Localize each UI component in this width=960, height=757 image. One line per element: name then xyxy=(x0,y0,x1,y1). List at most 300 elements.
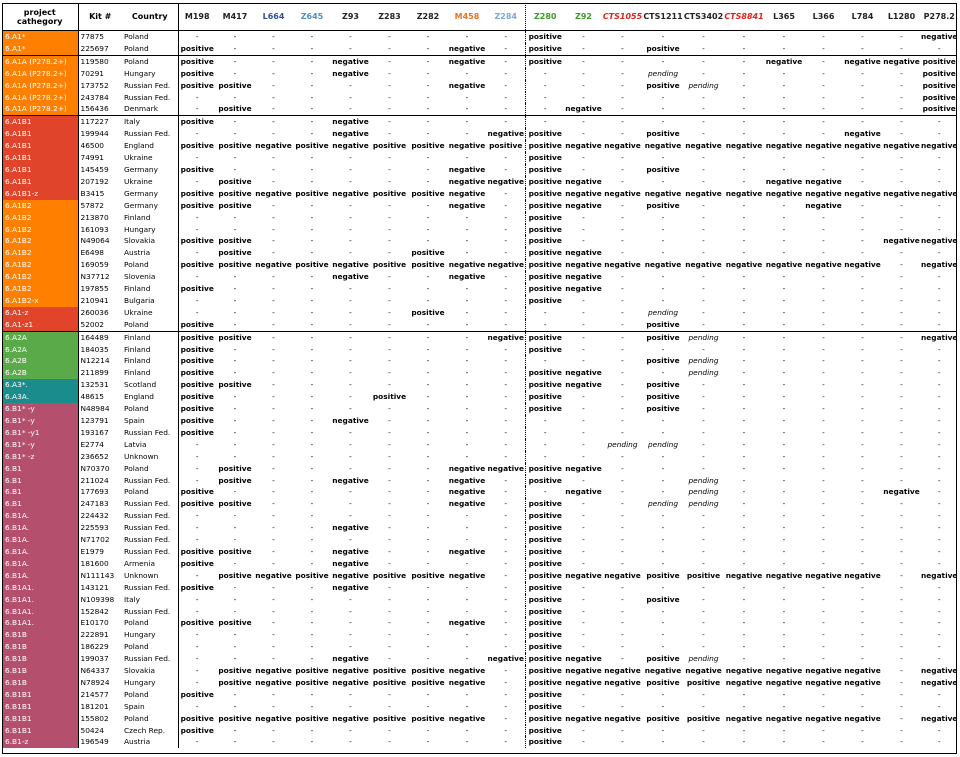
kit-cell: 247183 xyxy=(78,498,122,510)
result-cell: - xyxy=(782,404,786,414)
header-marker-z284: Z284 xyxy=(487,3,525,31)
result-cell: - xyxy=(426,523,430,533)
result-cell: - xyxy=(465,153,469,163)
result-cell: - xyxy=(178,247,216,259)
result-cell: - xyxy=(349,80,352,90)
result-cell: negative xyxy=(921,188,958,198)
result-cell: - xyxy=(504,344,508,354)
result-cell: - xyxy=(782,200,786,210)
result-cell: - xyxy=(822,725,825,735)
result-cell: - xyxy=(426,451,430,461)
result-cell: - xyxy=(272,248,275,258)
result-cell: - xyxy=(782,689,786,699)
result-cell: - xyxy=(702,606,705,616)
result-cell: negative xyxy=(332,475,369,485)
result-cell: - xyxy=(900,272,903,282)
result-cell: - xyxy=(233,153,237,163)
result-cell: positive xyxy=(218,176,252,186)
result-cell: negative xyxy=(332,188,369,198)
result-cell: - xyxy=(822,546,825,556)
result-cell: - xyxy=(349,212,352,222)
result-cell: - xyxy=(272,511,275,521)
table-row xyxy=(2,558,957,570)
result-cell: - xyxy=(822,487,825,497)
result-cell: - xyxy=(233,272,237,282)
result-cell: positive xyxy=(178,725,216,737)
result-cell: - xyxy=(702,618,705,628)
result-cell: negative xyxy=(487,129,524,139)
result-cell: - xyxy=(621,487,624,497)
table-row xyxy=(2,689,957,701)
result-cell: - xyxy=(900,43,903,53)
result-cell: - xyxy=(900,212,903,222)
category-cell: 6.A1B2 xyxy=(2,224,78,236)
result-cell: negative xyxy=(604,570,641,580)
kit-cell: 199037 xyxy=(78,653,122,665)
result-cell: - xyxy=(504,200,508,210)
result-cell: - xyxy=(742,535,746,545)
kit-cell: 119580 xyxy=(78,55,122,67)
result-cell: positive xyxy=(178,140,216,152)
result-cell: negative xyxy=(565,713,602,723)
result-cell: negative xyxy=(448,487,486,497)
country-cell: Russian Fed. xyxy=(124,535,171,545)
result-cell: - xyxy=(504,307,508,317)
result-cell: - xyxy=(822,594,825,604)
result-cell: negative xyxy=(332,666,369,676)
kit-cell: N70370 xyxy=(78,463,122,475)
category-cell: 6.A1B1 xyxy=(2,176,78,188)
result-cell: - xyxy=(661,558,665,568)
result-cell: - xyxy=(388,737,391,747)
result-cell: positive xyxy=(178,80,216,92)
result-cell: - xyxy=(861,737,864,747)
kit-cell: 143121 xyxy=(78,582,122,594)
result-cell: positive xyxy=(178,546,216,558)
kit-cell: 145459 xyxy=(78,164,122,176)
result-cell: positive xyxy=(372,713,407,723)
result-cell: - xyxy=(388,236,391,246)
result-cell: - xyxy=(349,392,352,402)
country-cell: Russian Fed. xyxy=(124,129,171,139)
result-cell: positive xyxy=(178,379,216,391)
result-cell: negative xyxy=(448,141,486,151)
result-cell: - xyxy=(621,129,624,139)
kit-cell: 169059 xyxy=(78,259,122,271)
result-cell: negative xyxy=(921,677,958,687)
result-cell: - xyxy=(702,642,705,652)
result-cell: - xyxy=(937,535,941,545)
result-cell: - xyxy=(764,331,804,343)
result-cell: - xyxy=(861,582,864,592)
result-cell: negative xyxy=(332,523,369,533)
result-cell: - xyxy=(465,404,469,414)
result-cell: - xyxy=(349,630,352,640)
result-cell: positive xyxy=(178,582,216,594)
result-cell: - xyxy=(900,594,903,604)
header-marker-p278-2: P278.2 xyxy=(921,3,957,31)
result-cell: - xyxy=(504,92,508,102)
result-cell: negative xyxy=(332,141,369,151)
result-cell: - xyxy=(822,404,825,414)
result-cell: - xyxy=(465,284,469,294)
result-cell: - xyxy=(822,689,825,699)
country-cell: Russian Fed. xyxy=(124,511,171,521)
result-cell: - xyxy=(782,272,786,282)
result-cell: - xyxy=(937,701,941,711)
result-cell: - xyxy=(272,153,275,163)
result-cell: - xyxy=(582,68,585,78)
result-cell: - xyxy=(724,331,764,343)
result-cell: negative xyxy=(844,141,881,151)
result-cell: - xyxy=(582,558,585,568)
result-cell: negative xyxy=(844,129,881,139)
country-cell: Finland xyxy=(122,331,178,343)
result-cell: - xyxy=(742,356,746,366)
result-cell: - xyxy=(388,104,391,114)
category-cell: 6.B1* -y xyxy=(2,415,78,427)
result-cell: - xyxy=(465,344,469,354)
result-cell: - xyxy=(426,487,430,497)
result-cell: - xyxy=(582,295,585,305)
result-cell: - xyxy=(349,439,352,449)
country-cell: Russian Fed. xyxy=(124,523,171,533)
result-cell: - xyxy=(465,416,469,425)
result-cell: - xyxy=(702,511,705,521)
country-cell: Poland xyxy=(124,463,149,473)
result-cell: - xyxy=(310,463,314,473)
result-cell: positive xyxy=(411,307,445,317)
result-cell: - xyxy=(310,451,314,461)
result-cell: - xyxy=(233,701,237,711)
result-cell: pending xyxy=(647,439,679,449)
result-cell: - xyxy=(272,523,275,533)
result-cell: - xyxy=(621,344,624,354)
result-cell: positive xyxy=(178,116,216,128)
result-cell: - xyxy=(272,701,275,711)
result-cell: - xyxy=(822,416,825,425)
result-cell: positive xyxy=(525,224,565,236)
result-cell: negative xyxy=(921,666,958,676)
result-cell: - xyxy=(426,701,430,711)
result-cell: positive xyxy=(218,104,252,114)
result-cell: positive xyxy=(525,295,565,307)
country-cell: Latvia xyxy=(124,439,147,449)
kit-cell: 199944 xyxy=(78,128,122,140)
result-cell: - xyxy=(900,666,903,676)
result-cell: - xyxy=(233,307,237,317)
result-cell: - xyxy=(742,558,746,568)
table-row xyxy=(2,546,957,558)
result-cell: - xyxy=(465,307,469,317)
result-cell: - xyxy=(233,654,237,664)
kit-cell: 193167 xyxy=(78,427,122,439)
result-cell: - xyxy=(349,176,352,186)
result-cell: - xyxy=(504,392,508,402)
result-cell: - xyxy=(465,295,469,305)
result-cell: - xyxy=(782,558,786,568)
result-cell: - xyxy=(310,654,314,664)
result-cell: - xyxy=(661,701,665,711)
result-cell: positive xyxy=(178,43,216,55)
result-cell: - xyxy=(178,534,216,546)
result-cell: - xyxy=(272,475,275,485)
result-cell: - xyxy=(742,248,746,258)
result-cell: negative xyxy=(844,56,881,66)
result-cell: - xyxy=(310,546,314,556)
category-cell: 6.B1B1 xyxy=(2,701,78,713)
table-row xyxy=(2,55,957,67)
result-cell: - xyxy=(702,248,705,258)
result-cell: - xyxy=(937,129,941,139)
result-cell: negative xyxy=(844,188,881,198)
result-cell: - xyxy=(426,475,430,485)
result-cell: - xyxy=(702,200,705,210)
result-cell: - xyxy=(782,487,786,497)
kit-cell: 48615 xyxy=(78,391,122,403)
result-cell: positive xyxy=(686,677,721,687)
country-cell: Russian Fed. xyxy=(124,582,171,592)
result-cell: - xyxy=(465,558,469,568)
result-cell: - xyxy=(900,176,903,186)
result-cell: - xyxy=(822,224,825,234)
result-cell: - xyxy=(310,404,314,414)
result-cell: - xyxy=(272,725,275,735)
result-cell: negative xyxy=(765,188,803,198)
kit-cell: 225593 xyxy=(78,522,122,534)
kit-cell: 161093 xyxy=(78,224,122,236)
result-cell: - xyxy=(782,129,786,139)
result-cell: positive xyxy=(525,43,565,55)
result-cell: negative xyxy=(255,141,292,151)
category-cell: 6.A1B2 xyxy=(2,200,78,212)
result-cell: negative xyxy=(644,666,682,676)
result-cell: - xyxy=(504,380,508,390)
result-cell: - xyxy=(742,689,746,699)
result-cell: positive xyxy=(646,43,680,53)
category-cell: 6.B1A1. xyxy=(2,606,78,618)
table-row xyxy=(2,164,957,176)
table-row xyxy=(2,403,957,415)
header-marker-cts1055: CTS1055 xyxy=(602,3,643,31)
result-cell: - xyxy=(233,725,237,735)
result-cell: - xyxy=(702,68,705,78)
result-cell: - xyxy=(272,463,275,473)
result-cell: positive xyxy=(525,653,565,665)
country-cell: Poland xyxy=(124,618,149,628)
result-cell: - xyxy=(937,463,941,473)
result-cell: positive xyxy=(525,546,565,558)
category-cell: 6.B1A. xyxy=(2,558,78,570)
category-cell: 6.B1* -y1 xyxy=(2,427,78,439)
result-cell: - xyxy=(409,331,447,343)
result-cell: positive xyxy=(646,654,680,664)
result-cell: positive xyxy=(525,617,565,629)
result-cell: - xyxy=(349,104,352,114)
result-cell: - xyxy=(621,404,624,414)
result-cell: - xyxy=(621,356,624,366)
header-marker-l366: L366 xyxy=(804,3,843,31)
header-marker-m198: M198 xyxy=(178,3,216,31)
result-cell: - xyxy=(702,344,705,354)
result-cell: - xyxy=(310,344,314,354)
result-cell: negative xyxy=(255,666,292,676)
result-cell: positive xyxy=(686,713,721,723)
table-row xyxy=(2,116,957,128)
result-cell: - xyxy=(937,380,941,390)
result-cell: negative xyxy=(844,713,881,723)
result-cell: negative xyxy=(805,260,842,270)
result-cell: negative xyxy=(921,141,958,151)
result-cell: - xyxy=(861,248,864,258)
result-cell: - xyxy=(621,535,624,545)
category-cell: 6.A1A (P278.2+) xyxy=(2,103,78,115)
result-cell: - xyxy=(822,356,825,366)
result-cell: positive xyxy=(646,404,680,414)
result-cell: - xyxy=(504,368,508,378)
result-cell: - xyxy=(621,392,624,402)
result-cell: - xyxy=(388,487,391,497)
result-cell: positive xyxy=(525,128,565,140)
result-cell: positive xyxy=(525,582,565,594)
result-cell: - xyxy=(900,737,903,747)
category-cell: 6.A1B2 xyxy=(2,235,78,247)
result-cell: - xyxy=(504,535,508,545)
result-cell: positive xyxy=(218,713,252,723)
result-cell: positive xyxy=(295,677,329,687)
category-cell: 6.B1 xyxy=(2,463,78,475)
result-cell: - xyxy=(900,558,903,568)
kit-cell: N109398 xyxy=(78,594,122,606)
result-cell: - xyxy=(349,224,352,234)
result-cell: negative xyxy=(332,272,369,282)
result-cell: - xyxy=(861,212,864,222)
result-cell: - xyxy=(388,307,391,317)
result-cell: - xyxy=(233,368,237,378)
result-cell: - xyxy=(447,116,487,128)
result-cell: - xyxy=(465,606,469,616)
result-cell: - xyxy=(465,737,469,747)
result-cell: - xyxy=(702,307,705,317)
country-cell: Poland xyxy=(124,689,149,699)
result-cell: negative xyxy=(883,56,920,66)
result-cell: - xyxy=(233,284,237,294)
result-cell: positive xyxy=(218,666,252,676)
result-cell: - xyxy=(702,380,705,390)
result-cell: - xyxy=(272,582,275,592)
country-cell: Russian Fed. xyxy=(124,654,171,664)
result-cell: - xyxy=(900,654,903,664)
table-row xyxy=(2,235,957,247)
result-cell: - xyxy=(426,416,430,425)
result-cell: - xyxy=(724,55,764,67)
result-cell: positive xyxy=(372,260,407,270)
result-cell: - xyxy=(349,319,352,329)
result-cell: - xyxy=(861,642,864,652)
result-cell: negative xyxy=(685,666,722,676)
result-cell: positive xyxy=(646,380,680,390)
result-cell: - xyxy=(388,80,391,90)
result-cell: - xyxy=(504,416,508,425)
result-cell: - xyxy=(310,356,314,366)
result-cell: - xyxy=(742,737,746,747)
result-cell: - xyxy=(565,55,602,67)
result-cell: positive xyxy=(525,200,565,212)
result-cell: pending xyxy=(607,439,638,449)
result-cell: - xyxy=(349,487,352,497)
result-cell: - xyxy=(621,523,624,533)
result-cell: - xyxy=(822,499,825,509)
result-cell: - xyxy=(742,129,746,139)
country-cell: Armenia xyxy=(124,558,155,568)
result-cell: - xyxy=(782,248,786,258)
result-cell: - xyxy=(702,392,705,402)
result-cell: - xyxy=(702,212,705,222)
result-cell: negative xyxy=(565,677,602,687)
result-cell: - xyxy=(426,236,430,246)
country-cell: Unknown xyxy=(124,451,159,461)
result-cell: - xyxy=(504,558,508,568)
result-cell: - xyxy=(900,392,903,402)
result-cell: - xyxy=(621,701,624,711)
result-cell: - xyxy=(426,368,430,378)
result-cell: - xyxy=(602,116,643,128)
result-cell: positive xyxy=(646,356,680,366)
result-cell: - xyxy=(426,92,430,102)
result-cell: - xyxy=(861,606,864,616)
result-cell: positive xyxy=(218,188,252,198)
result-cell: - xyxy=(900,404,903,414)
result-cell: - xyxy=(861,451,864,461)
table-row xyxy=(2,355,957,367)
result-cell: - xyxy=(388,618,391,628)
result-cell: - xyxy=(504,737,508,747)
result-cell: positive xyxy=(525,344,565,356)
result-cell: - xyxy=(349,344,352,354)
result-cell: pending xyxy=(688,654,719,664)
result-cell: negative xyxy=(332,570,369,580)
result-cell: - xyxy=(178,31,216,43)
result-cell: - xyxy=(661,368,665,378)
result-cell: - xyxy=(621,499,624,509)
result-cell: - xyxy=(178,463,216,475)
result-cell: - xyxy=(782,92,786,102)
result-cell: - xyxy=(504,582,508,592)
result-cell: - xyxy=(822,523,825,533)
result-cell: - xyxy=(272,356,275,366)
result-cell: - xyxy=(900,535,903,545)
result-cell: - xyxy=(742,630,746,640)
category-cell: 6.A2B xyxy=(2,367,78,379)
result-cell: positive xyxy=(525,558,565,570)
kit-cell: 181600 xyxy=(78,558,122,570)
result-cell: - xyxy=(782,701,786,711)
result-cell: positive xyxy=(178,391,216,403)
result-cell: negative xyxy=(332,558,369,568)
result-cell: - xyxy=(178,224,216,236)
result-cell: - xyxy=(621,80,624,90)
result-cell: - xyxy=(426,68,430,78)
result-cell: - xyxy=(742,499,746,509)
table-row xyxy=(2,475,957,487)
result-cell: - xyxy=(861,200,864,210)
result-cell: - xyxy=(742,404,746,414)
result-cell: - xyxy=(426,295,430,305)
result-cell: positive xyxy=(525,570,565,582)
result-cell: - xyxy=(621,630,624,640)
result-cell: - xyxy=(937,212,941,222)
result-cell: - xyxy=(900,630,903,640)
